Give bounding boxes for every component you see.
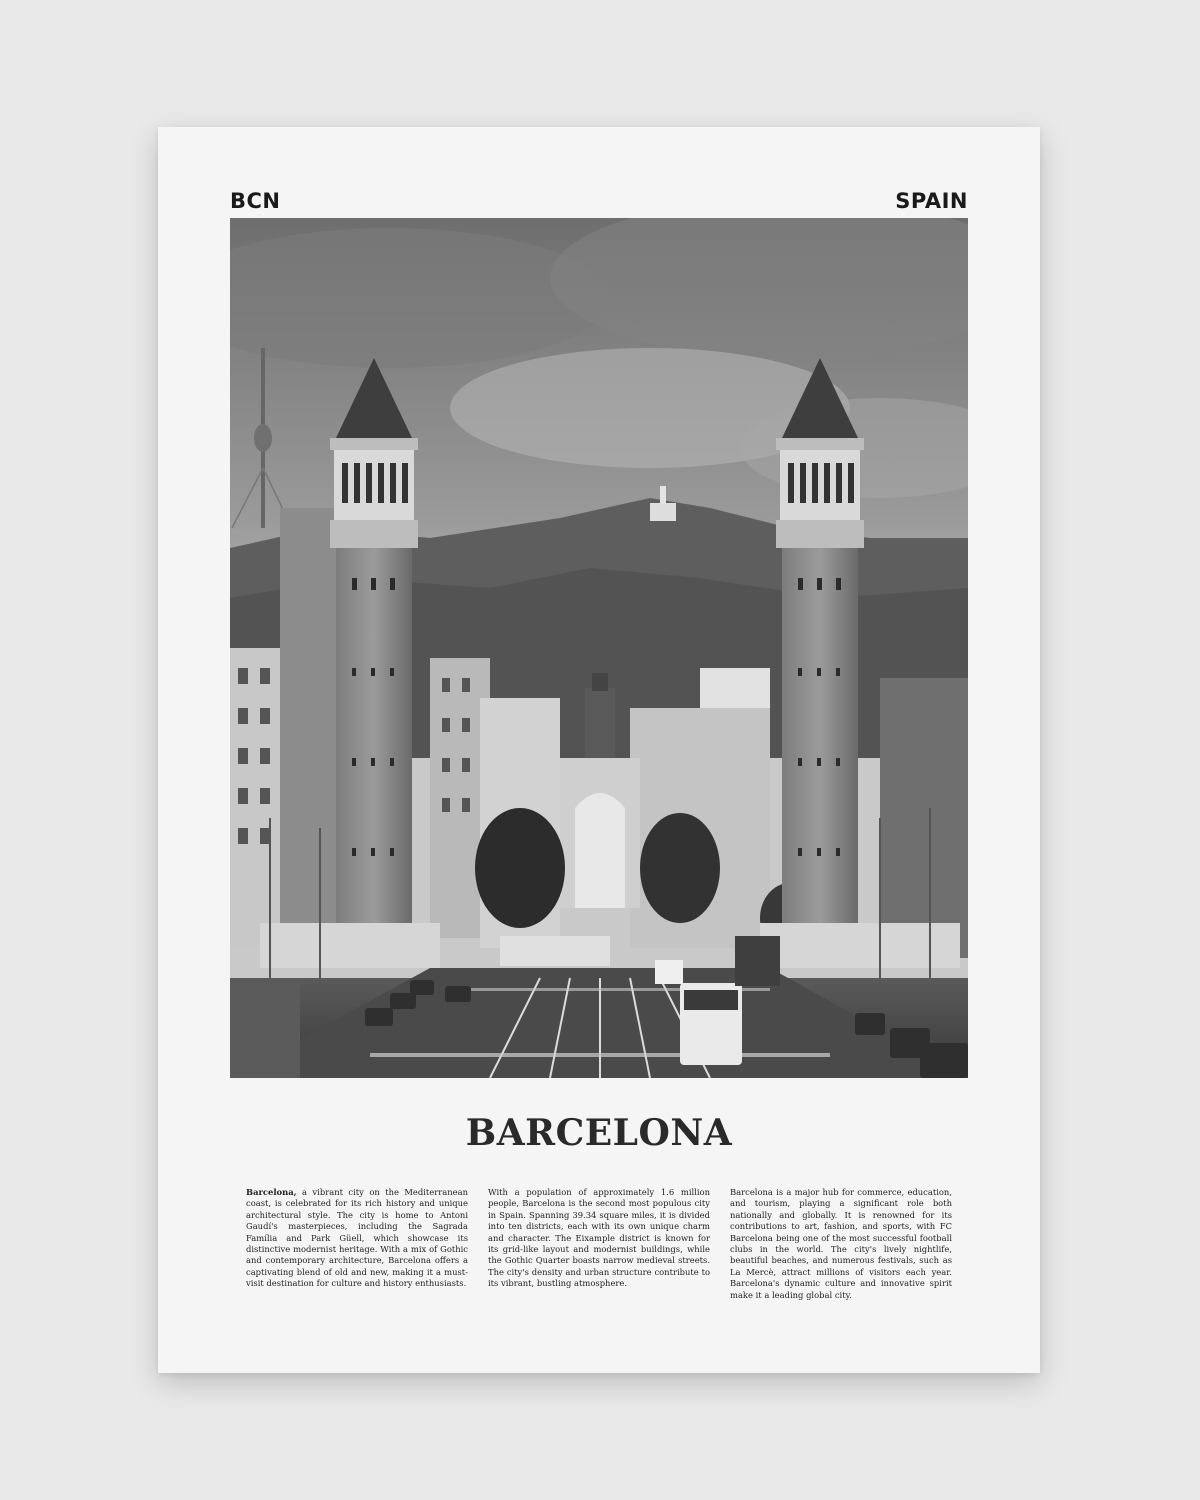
poster — [158, 127, 1040, 1373]
poster-title: BARCELONA — [465, 1112, 733, 1154]
description-column-1 — [246, 1187, 468, 1301]
city-photo — [230, 218, 968, 1078]
column-text: a vibrant city on the Mediterranean coast, is celebrated for its rich history and unique architectural style. The city is home to Antoni Gaudí's masterpieces, including the Sagrada Família and Park Güell, which showcase its distinctive modernist heritage. With a mix of Gothic and contemporary architecture, Barcelona offers a captivating blend of old and new, making it a must-visit destination for culture and history enthusiasts. — [246, 1187, 468, 1289]
right-venetian-tower — [776, 358, 864, 948]
description-column-2 — [488, 1187, 710, 1301]
column-text: Barcelona is a major hub for commerce, education, and tourism, playing a significant role both nationally and globally. It is renowned for its contributions to art, fashion, and sports, with FC Barcelona being one of the most successful football clubs in the world. The city's lively nightlife, beautiful beaches, and numerous festivals, such as La Mercè, attract millions of visitors each year. Barcelona's dynamic culture and innovative spirit make it a leading global city. — [730, 1187, 952, 1300]
buildings-right — [880, 678, 968, 958]
column-lead: Barcelona, — [246, 1187, 297, 1197]
description-columns — [246, 1187, 952, 1301]
left-venetian-tower — [330, 358, 418, 948]
city-code: BCN — [230, 189, 281, 213]
description-column-3 — [730, 1187, 952, 1301]
country-name: SPAIN — [895, 189, 968, 213]
column-text: With a population of approximately 1.6 million people, Barcelona is the second most populous city in Spain. Spanning 39.34 square miles, it is divided into ten districts, each with its own unique charm and character. The Eixample district is known for its grid-like layout and modernist buildings, while the Gothic Quarter boasts narrow medieval streets. The city's density and urban structure contribute to its vibrant, bustling atmosphere. — [488, 1187, 710, 1289]
